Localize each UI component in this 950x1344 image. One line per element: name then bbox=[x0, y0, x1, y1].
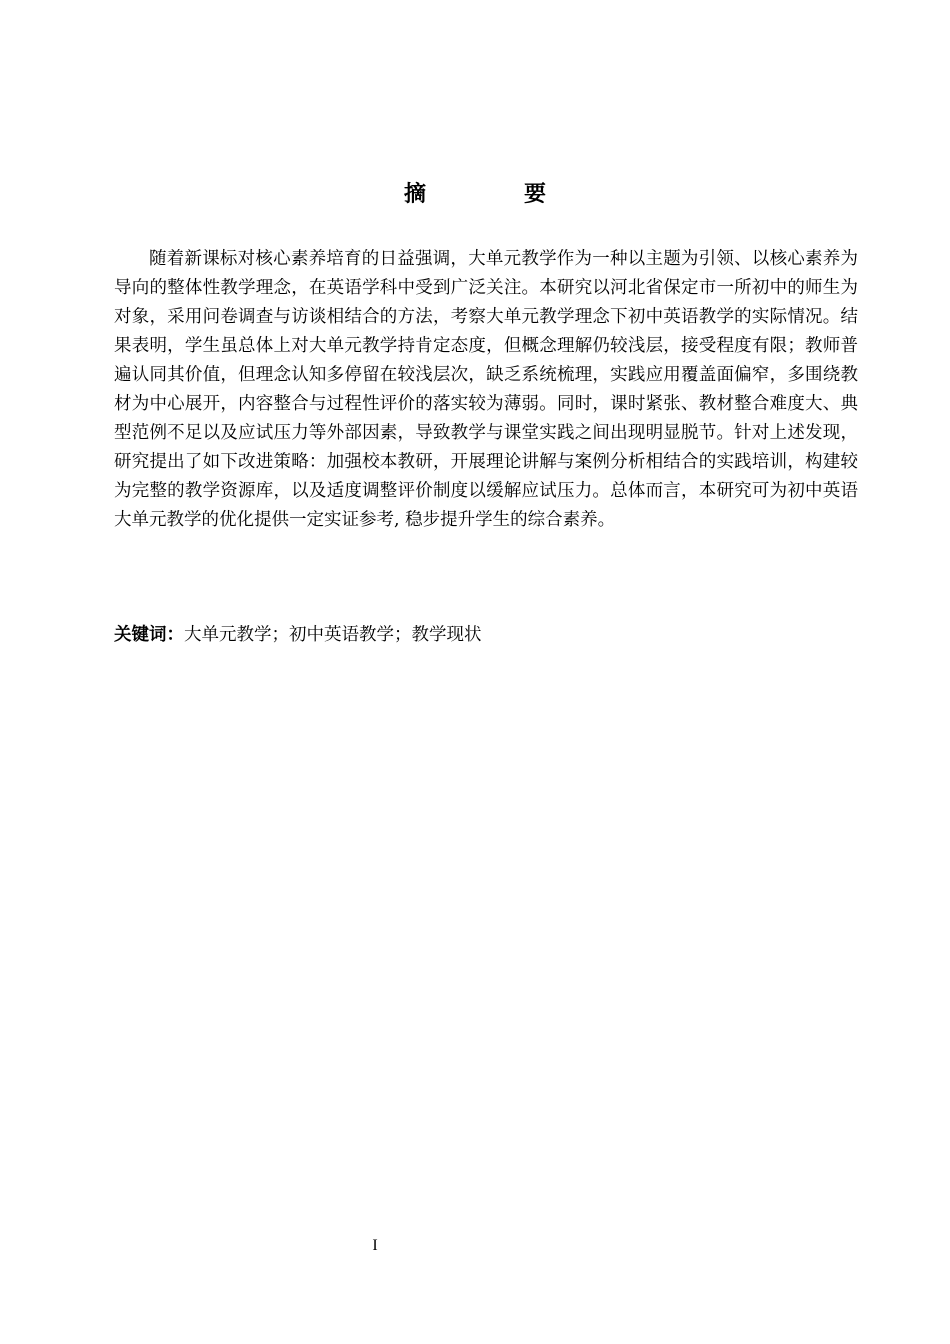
keywords-text: 大单元教学；初中英语教学；教学现状 bbox=[184, 625, 482, 645]
abstract-body: 随着新课标对核心素养培育的日益强调，大单元教学作为一种以主题为引领、以核心素养为导向的整体性教学理念，在英语学科中受到广泛关注。本研究以河北省保定市一所初中的师生为对象，采用问卷调查与访谈相结合的方法，考察大单元教学理念下初中英语教学的实际情况。结果表明，学生虽总体上对大单元教学持肯定态度，但概念理解仍较浅层，接受程度有限；教师普遍认同其价值，但理念认知多停留在较浅层次，缺乏系统梳理，实践应用覆盖面偏窄，多围绕教材为中心展开，内容整合与过程性评价的落实较为薄弱。同时，课时紧张、教材整合难度大、典型范例不足以及应试压力等外部因素，导致教学与课堂实践之间出现明显脱节。针对上述发现，研究提出了如下改进策略：加强校本教研，开展理论讲解与案例分析相结合的实践培训，构建较为完整的教学资源库，以及适度调整评价制度以缓解应试压力。总体而言，本研究可为初中英语大单元教学的优化提供一定实证参考, 稳步提升学生的综合素养。 bbox=[114, 249, 858, 530]
keywords-label: 关键词： bbox=[114, 625, 184, 645]
abstract-title: 摘 要 bbox=[403, 182, 584, 207]
keywords-line bbox=[114, 621, 858, 650]
page-number: I bbox=[372, 1237, 378, 1254]
